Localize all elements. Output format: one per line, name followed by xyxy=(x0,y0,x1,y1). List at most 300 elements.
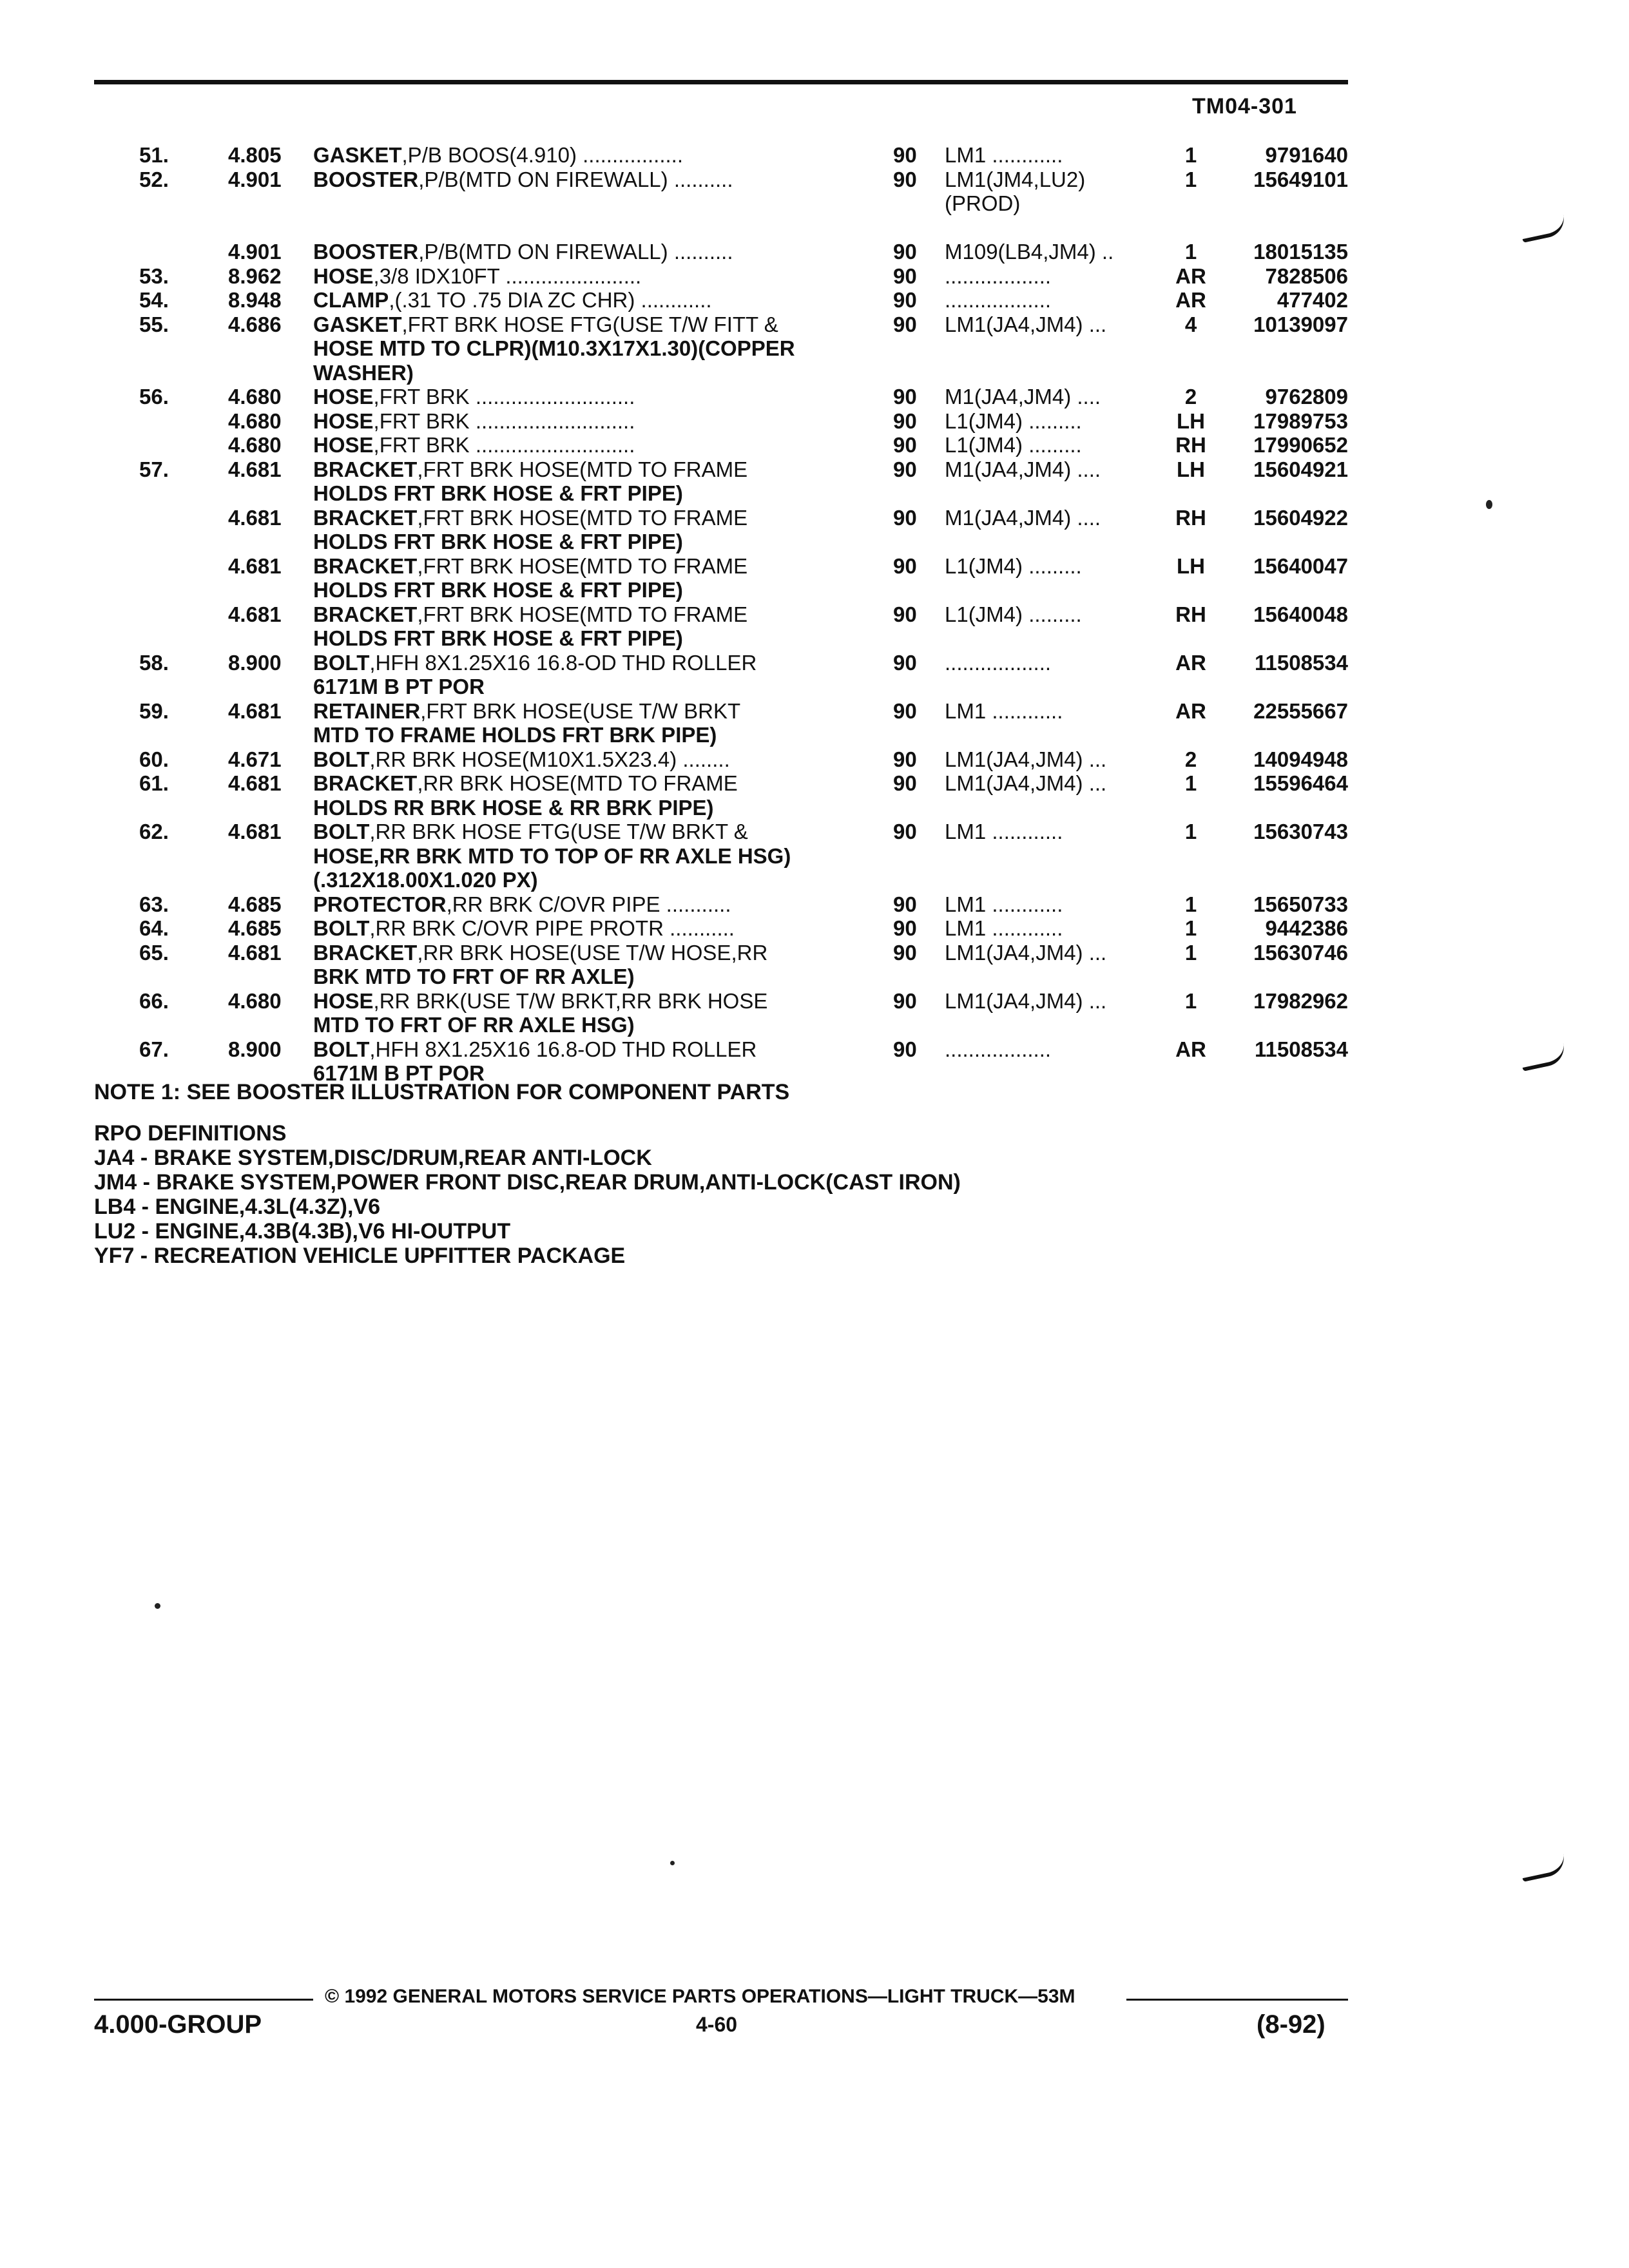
description-line xyxy=(313,651,880,675)
model-usage xyxy=(945,699,1157,724)
model-year: 90 xyxy=(893,433,917,457)
part-description xyxy=(313,264,880,289)
model-code: LM1 ............ xyxy=(945,916,1063,940)
description-line xyxy=(313,312,880,337)
ref-number: 62. xyxy=(139,820,169,843)
model-code: LM1(JA4,JM4) ... xyxy=(945,940,1107,965)
part-detail: ,FRT BRK ........................... xyxy=(373,433,635,457)
part-detail: ,FRT BRK HOSE(MTD TO FRAME xyxy=(417,602,748,626)
part-row xyxy=(0,168,1629,240)
group-number: 8.962 xyxy=(228,264,282,288)
group-number: 4.681 xyxy=(228,602,282,626)
part-number: 7828506 xyxy=(1265,264,1348,288)
description-line xyxy=(313,844,880,869)
part-detail: ,RR BRK C/OVR PIPE PROTR ........... xyxy=(369,916,735,940)
part-detail: ,FRT BRK ........................... xyxy=(373,408,635,433)
description-line xyxy=(313,602,880,627)
description-line xyxy=(313,457,880,482)
part-name: GASKET xyxy=(313,312,402,336)
description-line xyxy=(313,1037,880,1062)
model-year: 90 xyxy=(893,264,917,288)
ref-number: 53. xyxy=(139,264,169,288)
model-code: L1(JM4) ......... xyxy=(945,553,1082,578)
part-description xyxy=(313,433,880,457)
part-detail: ,RR BRK HOSE(M10X1.5X23.4) ........ xyxy=(369,747,730,771)
description-line xyxy=(313,409,880,434)
description-line xyxy=(313,675,880,699)
part-description xyxy=(313,312,880,385)
rpo-item: LB4 - ENGINE,4.3L(4.3Z),V6 xyxy=(94,1195,380,1219)
part-number: 15630746 xyxy=(1253,940,1348,965)
model-year: 90 xyxy=(893,312,917,336)
model-code: LM1 ............ xyxy=(945,820,1063,843)
model-code: LM1(JA4,JM4) ... xyxy=(945,312,1107,336)
model-code: M109(LB4,JM4) .. xyxy=(945,240,1114,264)
ref-number: 64. xyxy=(139,916,169,940)
part-description xyxy=(313,651,880,699)
part-detail: HOLDS FRT BRK HOSE & FRT PIPE) xyxy=(313,626,683,650)
quantity: 1 xyxy=(1184,892,1197,916)
part-detail: MTD TO FRAME HOLDS FRT BRK PIPE) xyxy=(313,723,717,747)
part-row xyxy=(0,771,1629,820)
model-usage xyxy=(945,264,1157,289)
description-line xyxy=(313,385,880,409)
footer-rule-right xyxy=(1126,1999,1348,2001)
part-number: 15604922 xyxy=(1253,505,1348,530)
part-detail: ,RR BRK HOSE FTG(USE T/W BRKT & xyxy=(369,820,748,843)
part-detail: BRK MTD TO FRT OF RR AXLE) xyxy=(313,965,635,988)
part-row xyxy=(0,820,1629,892)
part-row xyxy=(0,916,1629,941)
group-number: 4.680 xyxy=(228,385,282,408)
part-number: 15640047 xyxy=(1253,553,1348,578)
ref-number: 51. xyxy=(139,143,169,167)
model-year: 90 xyxy=(893,553,917,578)
model-year: 90 xyxy=(893,408,917,433)
model-usage xyxy=(945,506,1157,530)
parts-list xyxy=(0,143,1629,1086)
description-line xyxy=(313,264,880,289)
part-row xyxy=(0,989,1629,1037)
part-number: 10139097 xyxy=(1253,312,1348,336)
part-row xyxy=(0,941,1629,989)
rpo-item: JA4 - BRAKE SYSTEM,DISC/DRUM,REAR ANTI-LOCK xyxy=(94,1146,652,1170)
part-number: 9762809 xyxy=(1265,385,1348,408)
model-code: L1(JM4) ......... xyxy=(945,602,1082,626)
part-row xyxy=(0,892,1629,917)
description-line xyxy=(313,820,880,844)
part-detail: ,FRT BRK HOSE(MTD TO FRAME xyxy=(417,457,748,481)
part-detail: WASHER) xyxy=(313,360,414,385)
quantity: 1 xyxy=(1184,988,1197,1013)
part-row xyxy=(0,312,1629,385)
ref-number: 54. xyxy=(139,288,169,312)
group-number: 4.901 xyxy=(228,240,282,264)
footer-date: (8-92) xyxy=(1257,2010,1325,2039)
group-number: 4.685 xyxy=(228,892,282,916)
part-row xyxy=(0,409,1629,434)
model-year: 90 xyxy=(893,240,917,264)
description-line xyxy=(313,1013,880,1037)
ref-number: 65. xyxy=(139,940,169,965)
group-number: 4.681 xyxy=(228,698,282,723)
group-number: 4.680 xyxy=(228,988,282,1013)
notes-section xyxy=(94,1080,961,1268)
part-name: BOLT xyxy=(313,1037,370,1061)
ref-number: 58. xyxy=(139,650,169,675)
part-description xyxy=(313,699,880,747)
part-detail: ,P/B BOOS(4.910) ................. xyxy=(401,143,683,167)
group-number: 4.901 xyxy=(228,167,282,191)
model-year: 90 xyxy=(893,771,917,795)
part-name: PROTECTOR xyxy=(313,892,447,916)
part-description xyxy=(313,892,880,917)
description-line xyxy=(313,626,880,651)
part-name: BRACKET xyxy=(313,457,418,481)
part-number: 11508534 xyxy=(1254,650,1348,675)
group-number: 4.681 xyxy=(228,457,282,481)
description-line xyxy=(313,965,880,989)
model-usage xyxy=(945,916,1157,941)
part-number: 9442386 xyxy=(1265,916,1348,940)
quantity: LH xyxy=(1177,457,1205,481)
group-number: 4.685 xyxy=(228,916,282,940)
part-detail: ,P/B(MTD ON FIREWALL) .......... xyxy=(418,240,733,264)
part-name: HOSE xyxy=(313,264,374,288)
model-note: (PROD) xyxy=(945,191,1021,215)
model-year: 90 xyxy=(893,820,917,843)
part-number: 17989753 xyxy=(1253,408,1348,433)
part-detail: ,RR BRK HOSE(MTD TO FRAME xyxy=(417,771,738,795)
footer-rule-left xyxy=(94,1999,313,2001)
quantity: AR xyxy=(1175,264,1206,288)
part-description xyxy=(313,747,880,772)
part-description xyxy=(313,771,880,820)
ref-number: 55. xyxy=(139,312,169,336)
part-row xyxy=(0,264,1629,289)
description-line xyxy=(313,916,880,941)
part-detail: HOSE,RR BRK MTD TO TOP OF RR AXLE HSG) xyxy=(313,843,791,868)
part-description xyxy=(313,602,880,651)
part-row xyxy=(0,506,1629,554)
part-description xyxy=(313,168,880,192)
part-detail: HOLDS RR BRK HOSE & RR BRK PIPE) xyxy=(313,795,714,820)
model-code: .................. xyxy=(945,288,1052,312)
model-year: 90 xyxy=(893,167,917,191)
part-row xyxy=(0,143,1629,168)
group-number: 4.681 xyxy=(228,505,282,530)
quantity: AR xyxy=(1175,288,1206,312)
quantity: 1 xyxy=(1184,916,1197,940)
model-usage xyxy=(945,240,1157,264)
group-number: 4.680 xyxy=(228,408,282,433)
quantity: AR xyxy=(1175,650,1206,675)
ref-number: 60. xyxy=(139,747,169,771)
model-code: .................. xyxy=(945,650,1052,675)
part-description xyxy=(313,554,880,602)
description-line xyxy=(313,747,880,772)
part-name: BOOSTER xyxy=(313,240,419,264)
part-description xyxy=(313,1037,880,1086)
part-name: CLAMP xyxy=(313,288,389,312)
description-line xyxy=(313,336,880,361)
part-detail: HOLDS FRT BRK HOSE & FRT PIPE) xyxy=(313,578,683,602)
model-code: LM1(JM4,LU2) xyxy=(945,167,1086,191)
part-detail: ,FRT BRK HOSE(USE T/W BRKT xyxy=(420,698,741,723)
part-row xyxy=(0,554,1629,602)
description-line xyxy=(313,578,880,602)
part-description xyxy=(313,916,880,941)
model-usage xyxy=(945,602,1157,627)
part-detail: ,FRT BRK HOSE(MTD TO FRAME xyxy=(417,505,748,530)
model-code: .................. xyxy=(945,264,1052,288)
part-detail: HOLDS FRT BRK HOSE & FRT PIPE) xyxy=(313,530,683,553)
model-usage xyxy=(945,941,1157,965)
part-number: 11508534 xyxy=(1254,1037,1348,1061)
ref-number: 61. xyxy=(139,771,169,795)
page-number: 4-60 xyxy=(696,2013,738,2036)
quantity: 1 xyxy=(1184,771,1197,795)
part-row xyxy=(0,457,1629,506)
part-name: HOSE xyxy=(313,385,374,408)
part-number: 14094948 xyxy=(1253,747,1348,771)
part-row xyxy=(0,288,1629,312)
part-description xyxy=(313,385,880,409)
model-year: 90 xyxy=(893,385,917,408)
model-code: LM1 ............ xyxy=(945,892,1063,916)
part-name: BRACKET xyxy=(313,602,418,626)
model-year: 90 xyxy=(893,143,917,167)
group-number: 4.680 xyxy=(228,433,282,457)
part-number: 15649101 xyxy=(1253,167,1348,191)
part-detail: MTD TO FRT OF RR AXLE HSG) xyxy=(313,1013,635,1037)
part-name: BRACKET xyxy=(313,771,418,795)
model-code: LM1(JA4,JM4) ... xyxy=(945,747,1107,771)
model-usage xyxy=(945,312,1157,337)
description-line xyxy=(313,699,880,724)
quantity: LH xyxy=(1177,553,1205,578)
part-name: BOLT xyxy=(313,820,370,843)
scan-mark xyxy=(1519,1854,1568,1882)
part-name: HOSE xyxy=(313,988,374,1013)
part-detail: 6171M B PT POR xyxy=(313,675,485,698)
part-detail: ,HFH 8X1.25X16 16.8-OD THD ROLLER xyxy=(369,650,757,675)
part-name: BRACKET xyxy=(313,505,418,530)
description-line xyxy=(313,240,880,264)
group-number: 4.671 xyxy=(228,747,282,771)
model-usage xyxy=(945,143,1157,168)
part-detail: ,RR BRK HOSE(USE T/W HOSE,RR xyxy=(417,940,768,965)
top-rule xyxy=(94,80,1348,84)
part-detail: ,FRT BRK HOSE(MTD TO FRAME xyxy=(417,553,748,578)
quantity: RH xyxy=(1175,433,1206,457)
footer-group: 4.000-GROUP xyxy=(94,2010,262,2039)
model-usage xyxy=(945,651,1157,675)
part-name: BRACKET xyxy=(313,940,418,965)
description-line xyxy=(313,989,880,1014)
part-detail: HOSE MTD TO CLPR)(M10.3X17X1.30)(COPPER xyxy=(313,336,795,360)
model-year: 90 xyxy=(893,916,917,940)
part-number: 15630743 xyxy=(1253,820,1348,843)
part-name: BOOSTER xyxy=(313,167,419,191)
part-row xyxy=(0,602,1629,651)
part-description xyxy=(313,820,880,892)
description-line xyxy=(313,481,880,506)
model-code: M1(JA4,JM4) .... xyxy=(945,505,1101,530)
model-code: LM1 ............ xyxy=(945,698,1063,723)
quantity: 2 xyxy=(1184,747,1197,771)
part-detail: HOLDS FRT BRK HOSE & FRT PIPE) xyxy=(313,481,683,505)
model-usage xyxy=(945,409,1157,434)
ref-number: 66. xyxy=(139,988,169,1013)
part-detail: ,RR BRK C/OVR PIPE ........... xyxy=(446,892,731,916)
group-number: 4.681 xyxy=(228,940,282,965)
rpo-heading: RPO DEFINITIONS xyxy=(94,1121,287,1146)
description-line xyxy=(313,771,880,796)
part-name: RETAINER xyxy=(313,698,421,723)
part-number: 15604921 xyxy=(1253,457,1348,481)
ref-number: 63. xyxy=(139,892,169,916)
part-detail: 6171M B PT POR xyxy=(313,1061,485,1085)
part-row xyxy=(0,747,1629,772)
model-usage xyxy=(945,820,1157,844)
part-row xyxy=(0,240,1629,264)
description-line xyxy=(313,506,880,530)
quantity: 1 xyxy=(1184,143,1197,167)
part-name: BOLT xyxy=(313,747,370,771)
part-description xyxy=(313,288,880,312)
document-code: TM04-301 xyxy=(1192,94,1297,119)
part-number: 18015135 xyxy=(1253,240,1348,264)
part-number: 15640048 xyxy=(1253,602,1348,626)
quantity: 1 xyxy=(1184,240,1197,264)
part-detail: (.312X18.00X1.020 PX) xyxy=(313,868,538,892)
model-year: 90 xyxy=(893,288,917,312)
part-row xyxy=(0,1037,1629,1086)
description-line xyxy=(313,941,880,965)
part-name: BRACKET xyxy=(313,553,418,578)
description-line xyxy=(313,554,880,579)
group-number: 4.686 xyxy=(228,312,282,336)
model-year: 90 xyxy=(893,747,917,771)
quantity: RH xyxy=(1175,602,1206,626)
group-number: 4.681 xyxy=(228,820,282,843)
model-year: 90 xyxy=(893,940,917,965)
model-code: L1(JM4) ......... xyxy=(945,408,1082,433)
scan-speck xyxy=(1486,500,1492,509)
model-usage xyxy=(945,554,1157,579)
model-usage xyxy=(945,747,1157,772)
description-line xyxy=(313,723,880,747)
part-detail: ,P/B(MTD ON FIREWALL) .......... xyxy=(418,167,733,191)
quantity: AR xyxy=(1175,698,1206,723)
model-year: 90 xyxy=(893,457,917,481)
model-code: M1(JA4,JM4) .... xyxy=(945,385,1101,408)
model-usage xyxy=(945,433,1157,457)
model-usage xyxy=(945,771,1157,796)
group-number: 4.681 xyxy=(228,553,282,578)
model-year: 90 xyxy=(893,505,917,530)
description-line xyxy=(313,433,880,457)
rpo-item: LU2 - ENGINE,4.3B(4.3B),V6 HI-OUTPUT xyxy=(94,1219,511,1244)
part-name: BOLT xyxy=(313,916,370,940)
part-description xyxy=(313,409,880,434)
group-number: 4.805 xyxy=(228,143,282,167)
model-year: 90 xyxy=(893,988,917,1013)
quantity: AR xyxy=(1175,1037,1206,1061)
part-detail: ,(.31 TO .75 DIA ZC CHR) ............ xyxy=(389,288,712,312)
ref-number: 52. xyxy=(139,167,169,191)
rpo-item: YF7 - RECREATION VEHICLE UPFITTER PACKAGE xyxy=(94,1244,626,1268)
part-number: 17982962 xyxy=(1253,988,1348,1013)
part-description xyxy=(313,506,880,554)
model-code: L1(JM4) ......... xyxy=(945,433,1082,457)
part-row xyxy=(0,385,1629,409)
model-usage xyxy=(945,892,1157,917)
description-line xyxy=(313,530,880,554)
model-year: 90 xyxy=(893,892,917,916)
part-number: 17990652 xyxy=(1253,433,1348,457)
model-code: LM1(JA4,JM4) ... xyxy=(945,988,1107,1013)
group-number: 8.900 xyxy=(228,1037,282,1061)
quantity: LH xyxy=(1177,408,1205,433)
part-number: 477402 xyxy=(1277,288,1348,312)
model-year: 90 xyxy=(893,1037,917,1061)
quantity: 4 xyxy=(1184,312,1197,336)
model-usage xyxy=(945,288,1157,312)
model-code: M1(JA4,JM4) .... xyxy=(945,457,1101,481)
part-detail: ,RR BRK(USE T/W BRKT,RR BRK HOSE xyxy=(373,988,768,1013)
part-detail: ,FRT BRK ........................... xyxy=(373,385,635,408)
part-name: BOLT xyxy=(313,650,370,675)
description-line xyxy=(313,868,880,892)
part-description xyxy=(313,240,880,264)
model-usage xyxy=(945,457,1157,482)
model-code: .................. xyxy=(945,1037,1052,1061)
model-code: LM1(JA4,JM4) ... xyxy=(945,771,1107,795)
part-detail: ,3/8 IDX10FT ....................... xyxy=(373,264,642,288)
part-number: 9791640 xyxy=(1265,143,1348,167)
part-row xyxy=(0,651,1629,699)
model-usage xyxy=(945,1037,1157,1062)
part-detail: ,FRT BRK HOSE FTG(USE T/W FITT & xyxy=(401,312,778,336)
rpo-item: JM4 - BRAKE SYSTEM,POWER FRONT DISC,REAR DRUM,ANTI-LOCK(CAST IRON) xyxy=(94,1170,961,1195)
group-number: 4.681 xyxy=(228,771,282,795)
ref-number: 56. xyxy=(139,385,169,408)
quantity: 1 xyxy=(1184,167,1197,191)
model-year: 90 xyxy=(893,602,917,626)
group-number: 8.900 xyxy=(228,650,282,675)
description-line xyxy=(313,288,880,312)
model-year: 90 xyxy=(893,650,917,675)
part-detail: ,HFH 8X1.25X16 16.8-OD THD ROLLER xyxy=(369,1037,757,1061)
model-usage xyxy=(945,168,1157,216)
part-number: 15650733 xyxy=(1253,892,1348,916)
description-line xyxy=(313,892,880,917)
note-line: NOTE 1: SEE BOOSTER ILLUSTRATION FOR COMPONENT PARTS xyxy=(94,1080,790,1104)
part-row xyxy=(0,433,1629,457)
part-name: HOSE xyxy=(313,433,374,457)
model-usage xyxy=(945,989,1157,1014)
scan-speck xyxy=(670,1861,675,1865)
quantity: 2 xyxy=(1184,385,1197,408)
model-code: LM1 ............ xyxy=(945,143,1063,167)
description-line xyxy=(313,168,880,192)
description-line xyxy=(313,796,880,820)
ref-number: 57. xyxy=(139,457,169,481)
ref-number: 59. xyxy=(139,698,169,723)
description-line xyxy=(313,361,880,385)
